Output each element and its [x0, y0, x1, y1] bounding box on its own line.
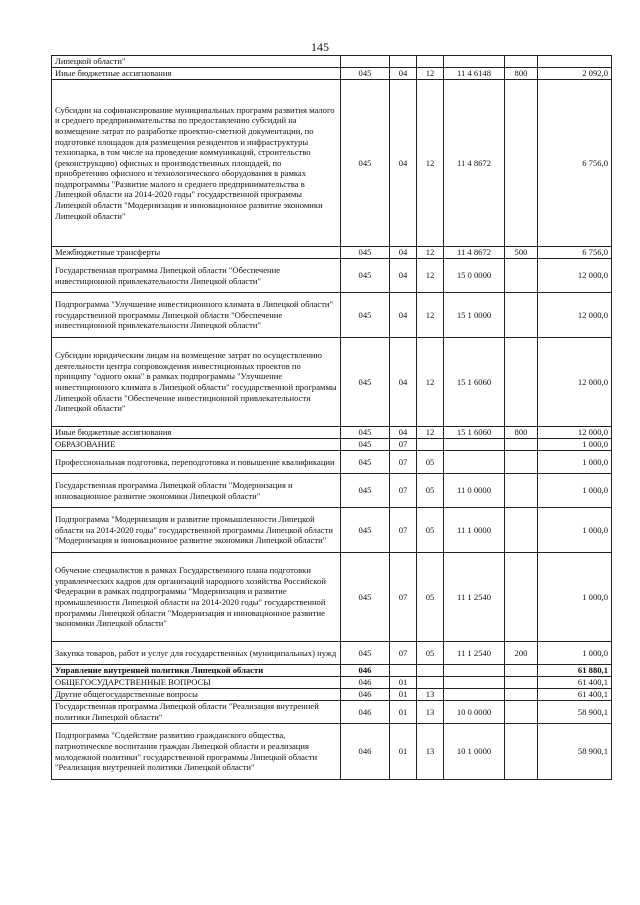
expense-type-code: [505, 553, 538, 642]
section-code: 01: [390, 689, 417, 701]
amount: 58 900,1: [538, 724, 612, 780]
admin-code: 045: [341, 642, 390, 665]
expense-type-code: 800: [505, 68, 538, 80]
expense-type-code: [505, 80, 538, 247]
admin-code: [341, 56, 390, 68]
target-article-code: 11 1 2540: [444, 553, 505, 642]
admin-code: 046: [341, 701, 390, 724]
admin-code: 045: [341, 247, 390, 259]
target-article-code: 10 0 0000: [444, 701, 505, 724]
table-row: [52, 553, 612, 642]
row-name: Межбюджетные трансферты: [52, 247, 341, 259]
admin-code: 045: [341, 338, 390, 427]
amount: 6 756,0: [538, 80, 612, 247]
subsection-code: [417, 56, 444, 68]
admin-code: 046: [341, 665, 390, 677]
section-code: 07: [390, 553, 417, 642]
target-article-code: 11 4 8672: [444, 80, 505, 247]
subsection-code: 05: [417, 474, 444, 508]
amount: 61 400,1: [538, 677, 612, 689]
table-row: [52, 293, 612, 338]
budget-table: [51, 55, 612, 780]
section-code: 07: [390, 642, 417, 665]
amount: 12 000,0: [538, 293, 612, 338]
row-name: Липецкой области": [52, 56, 341, 68]
row-name: ОБРАЗОВАНИЕ: [52, 439, 341, 451]
table-row: [52, 724, 612, 780]
target-article-code: [444, 677, 505, 689]
subsection-code: 05: [417, 508, 444, 553]
amount: 1 000,0: [538, 642, 612, 665]
subsection-code: [417, 665, 444, 677]
amount: 1 000,0: [538, 508, 612, 553]
table-row: [52, 427, 612, 439]
target-article-code: 11 1 0000: [444, 508, 505, 553]
section-code: 04: [390, 293, 417, 338]
amount: 12 000,0: [538, 259, 612, 293]
row-name: Подпрограмма "Улучшение инвестиционного климата в Липецкой области" государственной программы Липецкой области "Обеспечение инвестиционной привлекательности Липецкой области": [52, 293, 341, 338]
target-article-code: [444, 56, 505, 68]
expense-type-code: 200: [505, 642, 538, 665]
subsection-code: [417, 439, 444, 451]
amount: 12 000,0: [538, 338, 612, 427]
subsection-code: 12: [417, 338, 444, 427]
table-row: [52, 80, 612, 247]
section-code: [390, 665, 417, 677]
section-code: 04: [390, 338, 417, 427]
expense-type-code: [505, 689, 538, 701]
table-row: [52, 247, 612, 259]
row-name: Иные бюджетные ассигнования: [52, 427, 341, 439]
section-code: [390, 56, 417, 68]
amount: 1 000,0: [538, 474, 612, 508]
subsection-code: 12: [417, 293, 444, 338]
target-article-code: [444, 439, 505, 451]
admin-code: 045: [341, 474, 390, 508]
subsection-code: 12: [417, 68, 444, 80]
section-code: 07: [390, 451, 417, 474]
admin-code: 045: [341, 259, 390, 293]
section-code: 07: [390, 474, 417, 508]
expense-type-code: [505, 665, 538, 677]
section-code: 01: [390, 677, 417, 689]
subsection-code: 12: [417, 247, 444, 259]
target-article-code: 15 1 6060: [444, 338, 505, 427]
admin-code: 045: [341, 80, 390, 247]
row-name: Подпрограмма "Содействие развитию гражданского общества, патриотическое воспитания граждан Липецкой области и реализация молодежной политики" государственной программы Липецкой области "Реализация внутренней политики Липецкой области": [52, 724, 341, 780]
admin-code: 045: [341, 508, 390, 553]
admin-code: 046: [341, 677, 390, 689]
expense-type-code: 800: [505, 427, 538, 439]
amount: 58 900,1: [538, 701, 612, 724]
target-article-code: 10 1 0000: [444, 724, 505, 780]
row-name: Государственная программа Липецкой области "Обеспечение инвестиционной привлекательности Липецкой области": [52, 259, 341, 293]
row-name: Подпрограмма "Модернизация и развитие промышленности Липецкой области на 2014-2020 годы" государственной программы Липецкой области "Модернизация и инновационное развитие экономики Липецкой области": [52, 508, 341, 553]
amount: [538, 56, 612, 68]
section-code: 01: [390, 724, 417, 780]
target-article-code: 11 4 6148: [444, 68, 505, 80]
expense-type-code: [505, 293, 538, 338]
expense-type-code: [505, 508, 538, 553]
row-name: Другие общегосударственные вопросы: [52, 689, 341, 701]
subsection-code: 05: [417, 451, 444, 474]
section-code: 01: [390, 701, 417, 724]
target-article-code: 15 1 0000: [444, 293, 505, 338]
subsection-code: 13: [417, 689, 444, 701]
expense-type-code: [505, 439, 538, 451]
target-article-code: 11 0 0000: [444, 474, 505, 508]
row-name: Субсидии юридическим лицам на возмещение затрат по осуществлению деятельности центра сопровождения инвестиционных проектов по принципу "одного окна" в рамках подпрограммы "Улучшение инвестиционного климата в Липецкой области" государственной программы Липецкой области "Обеспечение инвестиционной привлекательности Липецкой области": [52, 338, 341, 427]
expense-type-code: [505, 474, 538, 508]
amount: 1 000,0: [538, 451, 612, 474]
section-code: 04: [390, 68, 417, 80]
table-row: [52, 665, 612, 677]
amount: 1 000,0: [538, 439, 612, 451]
table-row: [52, 689, 612, 701]
subsection-code: 12: [417, 427, 444, 439]
table-row: [52, 338, 612, 427]
row-name: Профессиональная подготовка, переподготовка и повышение квалификации: [52, 451, 341, 474]
table-row: [52, 474, 612, 508]
subsection-code: 05: [417, 553, 444, 642]
table-row: [52, 701, 612, 724]
admin-code: 045: [341, 427, 390, 439]
section-code: 07: [390, 439, 417, 451]
table-body: [52, 56, 612, 780]
section-code: 04: [390, 259, 417, 293]
subsection-code: 13: [417, 701, 444, 724]
target-article-code: 11 4 8672: [444, 247, 505, 259]
admin-code: 045: [341, 439, 390, 451]
admin-code: 045: [341, 451, 390, 474]
table-row: [52, 451, 612, 474]
admin-code: 046: [341, 689, 390, 701]
target-article-code: [444, 451, 505, 474]
target-article-code: [444, 689, 505, 701]
row-name: ОБЩЕГОСУДАРСТВЕННЫЕ ВОПРОСЫ: [52, 677, 341, 689]
target-article-code: 15 0 0000: [444, 259, 505, 293]
table-row: [52, 439, 612, 451]
section-code: 04: [390, 80, 417, 247]
subsection-code: 12: [417, 259, 444, 293]
amount: 61 400,1: [538, 689, 612, 701]
subsection-code: 13: [417, 724, 444, 780]
row-name: Субсидии на софинансирование муниципальных программ развития малого и среднего предпринимательства по предоставлению субсидий на возмещение затрат по разработке проектно-сметной документации, по подготовке площадок для размещения резидентов и инфраструктуры технопарка, в том числе на проведение коммуникаций, строительство (реконструкцию) офисных и производственных площадей, по приобретению офисного и технологического оборудования в рамках подпрограммы "Развитие малого и среднего предпринимательства в Липецкой области на 2014-2020 годы" государственной программы Липецкой области "Модернизация и инновационное развитие экономики Липецкой области": [52, 80, 341, 247]
row-name: Иные бюджетные ассигнования: [52, 68, 341, 80]
row-name: Закупка товаров, работ и услуг для государственных (муниципальных) нужд: [52, 642, 341, 665]
amount: 6 756,0: [538, 247, 612, 259]
expense-type-code: [505, 259, 538, 293]
row-name: Обучение специалистов в рамках Государственного плана подготовки управленческих кадров для организаций народного хозяйства Российской Федерации в рамках подпрограммы "Модернизация и развитие промышленности Липецкой области на 2014-2020 годы" государственной программы Липецкой области "Модернизация и инновационное развитие экономики Липецкой области": [52, 553, 341, 642]
admin-code: 046: [341, 724, 390, 780]
table-row: [52, 642, 612, 665]
section-code: 04: [390, 427, 417, 439]
table-row: [52, 508, 612, 553]
page-number: 145: [311, 40, 329, 54]
expense-type-code: [505, 56, 538, 68]
row-name: Государственная программа Липецкой области "Реализация внутренней политики Липецкой области": [52, 701, 341, 724]
table-row: [52, 259, 612, 293]
expense-type-code: 500: [505, 247, 538, 259]
expense-type-code: [505, 451, 538, 474]
target-article-code: 11 1 2540: [444, 642, 505, 665]
row-name: Государственная программа Липецкой области "Модернизация и инновационное развитие экономики Липецкой области": [52, 474, 341, 508]
amount: 12 000,0: [538, 427, 612, 439]
table-row: [52, 68, 612, 80]
row-name: Управление внутренней политики Липецкой области: [52, 665, 341, 677]
table-row: [52, 677, 612, 689]
expense-type-code: [505, 338, 538, 427]
admin-code: 045: [341, 553, 390, 642]
subsection-code: 05: [417, 642, 444, 665]
expense-type-code: [505, 677, 538, 689]
section-code: 07: [390, 508, 417, 553]
expense-type-code: [505, 724, 538, 780]
amount: 61 880,1: [538, 665, 612, 677]
expense-type-code: [505, 701, 538, 724]
target-article-code: 15 1 6060: [444, 427, 505, 439]
table-row: [52, 56, 612, 68]
admin-code: 045: [341, 293, 390, 338]
admin-code: 045: [341, 68, 390, 80]
amount: 1 000,0: [538, 553, 612, 642]
section-code: 04: [390, 247, 417, 259]
subsection-code: 12: [417, 80, 444, 247]
target-article-code: [444, 665, 505, 677]
subsection-code: [417, 677, 444, 689]
amount: 2 092,0: [538, 68, 612, 80]
